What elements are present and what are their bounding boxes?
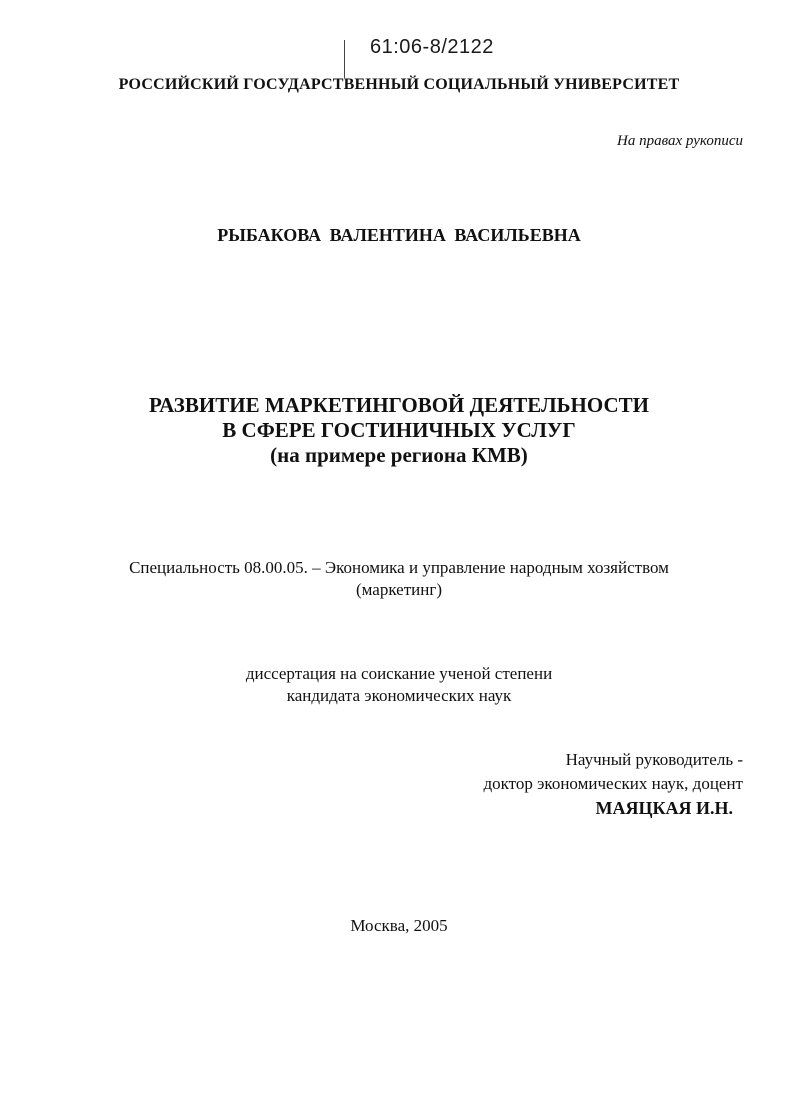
degree-line-2: кандидата экономических наук [286,686,512,705]
specialty-line-2: (маркетинг) [356,580,442,599]
university-name: РОССИЙСКИЙ ГОСУДАРСТВЕННЫЙ СОЦИАЛЬНЫЙ УНИВЕРСИТЕТ [118,76,680,93]
title-line-3: (на примере региона КМВ) [270,443,528,467]
supervisor-name: МАЯЦКАЯ И.Н. [595,798,733,818]
title-line-1: РАЗВИТИЕ МАРКЕТИНГОВОЙ ДЕЯТЕЛЬНОСТИ [149,393,649,417]
specialty-block [0,557,798,601]
manuscript-rights-note: На правах рукописи [617,133,743,149]
author-name: РЫБАКОВА ВАЛЕНТИНА ВАСИЛЬЕВНА [217,225,581,245]
supervisor-credentials: доктор экономических наук, доцент [483,774,743,793]
catalog-margin-line [344,40,345,78]
catalog-number: 61:06-8/2122 [370,36,494,58]
supervisor-role: Научный руководитель - [565,750,743,769]
supervisor-block [484,748,744,820]
degree-block [0,663,798,707]
city-year: Москва, 2005 [350,916,448,935]
dissertation-title [0,393,798,468]
degree-line-1: диссертация на соискание ученой степени [245,664,553,683]
title-line-2: В СФЕРЕ ГОСТИНИЧНЫХ УСЛУГ [222,418,576,442]
specialty-line-1: Специальность 08.00.05. – Экономика и управление народным хозяйством [129,558,669,577]
